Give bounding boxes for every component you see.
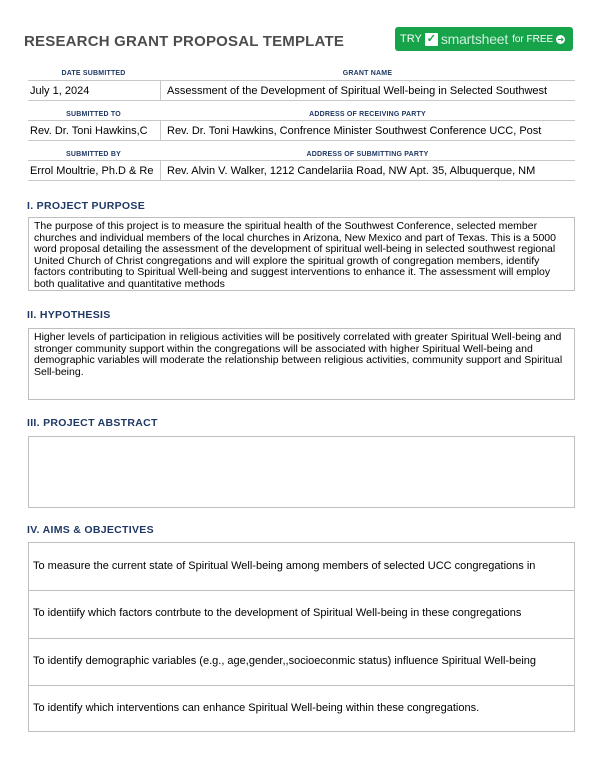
aim-item[interactable]: To identify demographic variables (e.g., age,gender,,socioeconmic status) influence Spiritual Well-being [33,655,537,667]
divider [28,140,575,141]
checkmark-icon: ✓ [426,32,436,45]
hypothesis-box[interactable] [28,328,575,400]
project-purpose-heading: I. PROJECT PURPOSE [27,200,146,212]
submitting-address-label: ADDRESS OF SUBMITTING PARTY [306,151,429,158]
grant-name-field[interactable]: Assessment of the Development of Spiritual Well-being in Selected Southwest [167,85,548,97]
project-abstract-text [29,437,574,443]
submitted-to-label: SUBMITTED TO [66,111,121,118]
project-purpose-text: The purpose of this project is to measure the spiritual health of the Southwest Conference, selected member churches and individual members of the local churches in Arizona, New Mexico and part of Texas. This is a 5000 word proposal detailing the assessment of the development of spiritual well-being in selected southwest regional United Church of Christ congregations and will explore the spiritual growth of congregation members, identify factors contributing to Spiritual Well-being and suggest interventions to enhance it. The assessment will employ both qualitative and quantitative methods [34,220,556,290]
project-abstract-heading: III. PROJECT ABSTRACT [27,417,158,429]
divider [28,685,575,686]
submitted-by-label: SUBMITTED BY [66,151,121,158]
arrow-right-icon: ➜ [557,34,565,44]
receiving-address-label: ADDRESS OF RECEIVING PARTY [309,111,426,118]
submitted-by-field[interactable]: Errol Moultrie, Ph.D & Re [30,165,154,177]
aims-objectives-heading: IV. AIMS & OBJECTIVES [27,524,154,536]
cta-free-label: for FREE [512,33,554,45]
date-submitted-label: DATE SUBMITTED [61,70,126,77]
divider [160,160,161,180]
hypothesis-heading: II. HYPOTHESIS [27,309,111,321]
divider [28,590,575,591]
date-submitted-field[interactable]: July 1, 2024 [30,85,90,97]
project-abstract-box[interactable] [28,436,575,508]
submitted-to-field[interactable]: Rev. Dr. Toni Hawkins,C [30,125,148,137]
try-smartsheet-button[interactable] [395,27,573,51]
receiving-address-field[interactable]: Rev. Dr. Toni Hawkins, Confrence Minister Southwest Conference UCC, Post [167,125,542,137]
page-title: RESEARCH GRANT PROPOSAL TEMPLATE [24,33,345,50]
submitting-address-field[interactable]: Rev. Alvin V. Walker, 1212 Candelariia Road, NW Apt. 35, Albuquerque, NM [167,165,536,177]
grant-name-label: GRANT NAME [342,70,393,77]
divider [28,100,575,101]
divider [28,160,575,161]
aim-item[interactable]: To identiify which factors contrbute to the development of Spiritual Well-being in these congregations [33,607,522,619]
cta-try-label: TRY [400,33,422,45]
divider [28,638,575,639]
divider [28,80,575,81]
divider [28,120,575,121]
project-purpose-box[interactable] [28,217,575,291]
divider [160,120,161,140]
divider [28,180,575,181]
aim-item[interactable]: To measure the current state of Spiritual Well-being among members of selected UCC congregations in [33,560,536,572]
cta-brand-label: smartsheet [440,31,509,47]
hypothesis-text: Higher levels of participation in religious activities will be positively correlated with greater Spiritual Well-being and stronger community support within the congregations will be associated with higher Spiritual Well-being and demographic variables will moderate the relationship between religious activities, community support and Spiritual Sell-being. [34,331,563,378]
aim-item[interactable]: To identify which interventions can enhance Spiritual Well-being within these congregations. [33,702,480,714]
divider [160,80,161,100]
